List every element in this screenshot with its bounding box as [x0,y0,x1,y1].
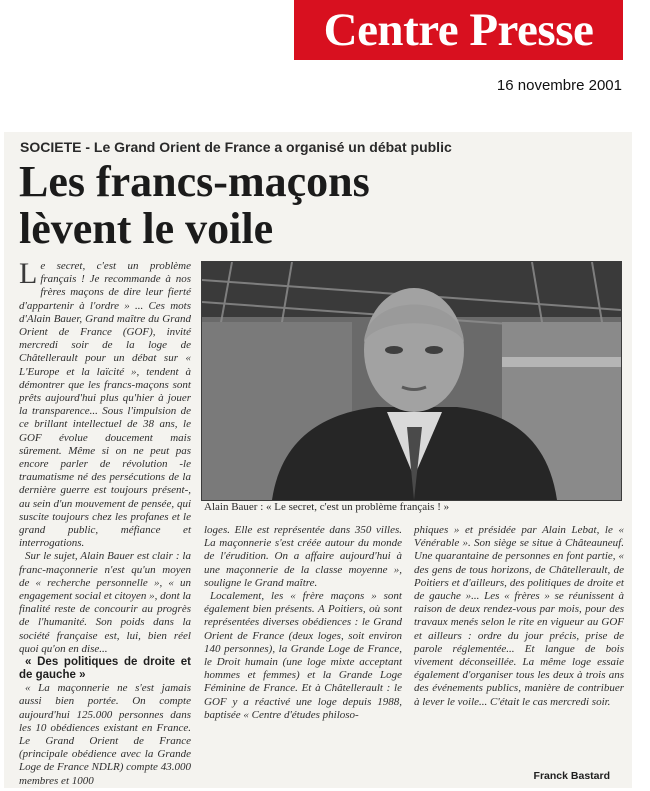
drop-cap: L [19,257,38,290]
paragraph-text: e secret, c'est un problème français ! Je recommande à nos frères maçons de dire leur fierté d'appartenir à l'ordre » ... Ces mots d'Alain Bauer, Grand maître du Grand Orient de France (GOF), invité mercredi soir de la loge de Châtellerault pour un débat sur « L'Europe et la laïcité », tendent à démontrer que les francs-maçons sont prêts aujourd'hui plus qu'hier à jouer la transparence... Sous l'impulsion de ce brillant intellectuel de 38 ans, le GOF évolue doucement mais sûrement. Même si on ne peut pas encore parler de révolution -le traumatisme né des persécutions de la dernière guerre est toujours présent-, au sein d'un mouvement de pensée, qui suscite toujours chez les profanes et le grand public, méfiance et interrogations. [19,260,191,550]
headline-line-2: lèvent le voile [19,204,274,253]
headline-line-1: Les francs-maçons [19,157,370,206]
article-column-3 [414,524,624,709]
newspaper-logo: Centre Presse [294,0,623,60]
article-column-2 [204,524,402,722]
article-kicker: SOCIETE - Le Grand Orient de France a organisé un débat public [20,139,452,155]
paragraph: loges. Elle est représentée dans 350 villes. La maçonnerie s'est créée autour du monde de l'érudition. On a affaire aujourd'hui à une maçonnerie de la classe moyenne », souligne le Grand maître. [204,524,402,589]
article-headline [19,158,489,252]
paragraph [19,257,191,550]
photo-caption: Alain Bauer : « Le secret, c'est un problème français ! » [204,501,450,513]
article-column-1 [19,257,191,788]
paragraph: « La maçonnerie ne s'est jamais aussi bien portée. On compte aujourd'hui 125.000 personnes dans les 10 obédiences existant en France. Le Grand Orient de France (principale obédience avec la Grande Loge de France NDLR) compte 43.000 membres et 1000 [19,682,191,787]
portrait-photo [201,261,622,501]
publication-date: 16 novembre 2001 [496,77,622,94]
paragraph: phiques » et présidée par Alain Lebat, le « Vénérable ». Son siège se situe à Châteauneuf. Une quarantaine de personnes en font partie, « des gens de tous horizons, de Châtellerault, de Poitiers et d'ailleurs, des politiques de droite et de gauche »... Les « frères » se réunissent à raison de deux rendez-vous par mois, pour des travaux menés selon le rite en vigueur au GOF et ailleurs : ordre du jour précis, prise de parole réglementée... Et langue de bois vivement déconseillée. La même loge essaie également d'organiser tous les deux à trois ans des événements publics, manière de contribuer à lever le voile... C'était le cas mercredi soir. [414,524,624,708]
author-signature: Franck Bastard [533,770,610,782]
article-subhead: « Des politiques de droite et de gauche » [19,656,191,682]
paragraph: Localement, les « frère maçons » sont également bien présents. A Poitiers, où sont représentées diverses obédiences : le Grand Orient de France (deux loges, soit environ 140 personnes), la Grande Loge de France, le Droit humain (une loge mixte acceptant hommes et femmes) et la Grande Loge Féminine de France. Et à Châtellerault : le GOF y a réactivé une loge depuis 1988, baptisée « Centre d'études philoso- [204,590,402,721]
paragraph: Sur le sujet, Alain Bauer est clair : la franc-maçonnerie n'est qu'un moyen de « recherche personnelle », « un engagement social et citoyen », dont la finalité reste de concourir au progrès de l'humanité. Son poids dans la société française est, lui, bien réel quoi qu'on en dise... [19,550,191,655]
newspaper-clipping [4,132,632,788]
